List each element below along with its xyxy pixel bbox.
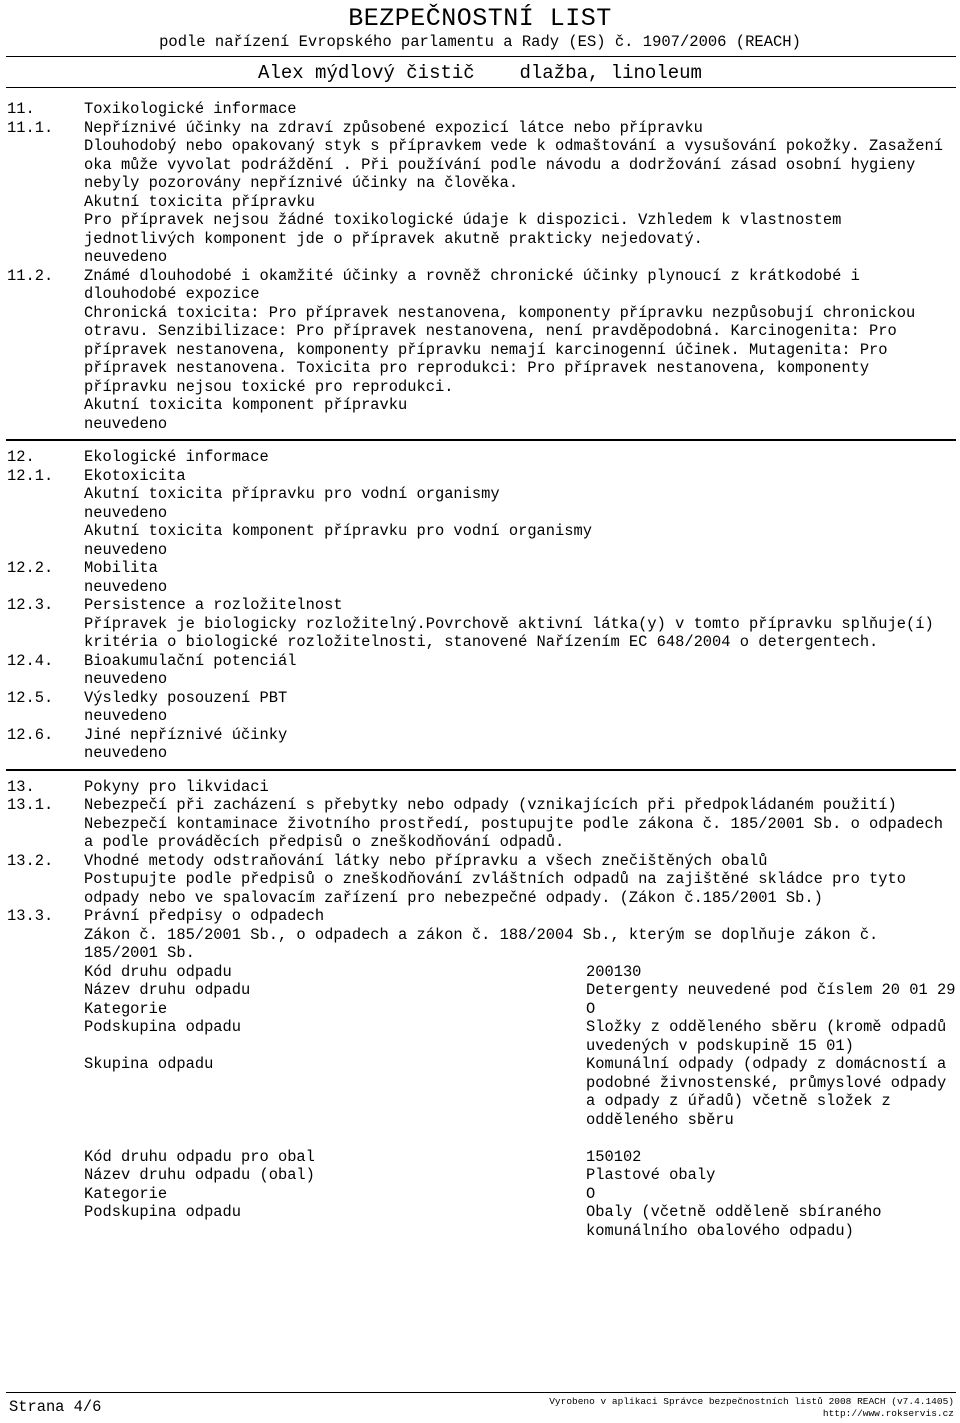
subsection-11-2-heading	[0, 267, 960, 304]
subsection-title: Vhodné metody odstraňování látky nebo přípravku a všech znečištěných obalů	[84, 851, 768, 870]
page-number: Strana 4/6	[9, 1398, 102, 1416]
header-bottom-divider	[6, 87, 956, 88]
subsection-title: Persistence a rozložitelnost	[84, 596, 343, 614]
field-value: Složky z odděleného sběru (kromě odpadů uvedených v podskupině 15 01)	[586, 1018, 956, 1055]
table-row	[0, 1055, 960, 1129]
table-row	[0, 1148, 960, 1167]
waste-code-table	[0, 963, 960, 1130]
value-text: neuvedeno	[84, 707, 168, 725]
regulation-subtitle: podle nařízení Evropského parlamentu a Rady (ES) č. 1907/2006 (REACH)	[159, 33, 801, 51]
subsection-12-4-heading	[0, 652, 960, 671]
subsection-number: 12.5.	[7, 688, 54, 707]
section-13-heading	[0, 778, 960, 797]
paragraph: Postupujte podle předpisů o zneškodňování zvláštních odpadů na zajištěné skládce pro tyto odpady nebo ve spalovacím zařízení pro nebezpečné odpady. (Zákon č.185/2001 Sb.)	[84, 870, 916, 907]
section-title: Toxikologické informace	[84, 100, 297, 118]
subsection-12-2-heading	[0, 559, 960, 578]
product-line	[0, 62, 960, 84]
value-text: neuvedeno	[84, 670, 168, 688]
subsection-number: 12.3.	[7, 596, 54, 614]
section-number: 12.	[7, 448, 35, 466]
subheading: Akutní toxicita komponent přípravku pro vodní organismy	[84, 522, 592, 540]
field-value: O	[586, 1184, 596, 1203]
subsection-12-3-heading	[0, 596, 960, 615]
field-value: 200130	[586, 962, 642, 981]
paragraph: Nebezpečí kontaminace životního prostředí, postupujte podle zákona č. 185/2001 Sb. o odpadech a podle prováděcích předpisů o zneškodňování odpadů.	[84, 814, 953, 851]
field-label: Kategorie	[84, 1184, 168, 1203]
section-11-heading	[0, 100, 960, 119]
value-text: neuvedeno	[84, 540, 168, 559]
subsection-number: 12.4.	[7, 651, 54, 670]
generator-link[interactable]: http://www.rokservis.cz	[822, 1408, 954, 1419]
subsection-number: 13.1.	[7, 796, 54, 814]
subsection-13-2-heading	[0, 852, 960, 871]
subsection-number: 11.1.	[7, 118, 54, 137]
section-12-heading	[0, 448, 960, 467]
paragraph: Chronická toxicita: Pro přípravek nestanovena, komponenty přípravku nezpůsobují chronickou otravu. Senzibilizace: Pro přípravek nestanovena, není pravděpodobná. Karcinogenita: Pro přípravek nestanovena, komponenty přípravku nemají karcinogenní účinek. Mutagenita: Pro přípravek nestanovena. Toxicita pro reprodukci: Pro přípravek nestanovena, komponenty přípravku nejsou toxické pro reprodukci.	[84, 303, 925, 396]
table-row	[0, 1185, 960, 1204]
subsection-13-1-heading	[0, 796, 960, 815]
field-label: Skupina odpadu	[84, 1055, 214, 1073]
packaging-code-table	[0, 1148, 960, 1241]
subsection-title: Právní předpisy o odpadech	[84, 907, 325, 925]
subsection-title: Ekotoxicita	[84, 466, 186, 485]
paragraph: Přípravek je biologicky rozložitelný.Povrchově aktivní látka(y) v tomto přípravku splňuje(í) kritéria o biologické rozložitelnosti, stanovené Nařízením EC 648/2004 o detergentech.	[84, 614, 943, 651]
field-value: Komunální odpady (odpady z domácností a podobné živnostenské, průmyslové odpady a odpady z úřadů) včetně složek z odděleného sběru	[586, 1055, 956, 1129]
generator-note: Vyrobeno v aplikaci Správce bezpečnostních listů 2008 REACH (v7.4.1405)	[549, 1396, 954, 1407]
subsection-title: Známé dlouhodobé i okamžité účinky a rovněž chronické účinky plynoucí z krátkodobé i dlouhodobé expozice	[84, 266, 870, 303]
product-name: Alex mýdlový čistič	[258, 62, 475, 84]
subsection-title: Nebezpečí při zacházení s přebytky nebo odpady (vznikajících při předpokládaném použití)	[84, 796, 897, 814]
document-title: BEZPEČNOSTNÍ LIST	[348, 4, 612, 33]
subsection-number: 11.2.	[7, 266, 54, 285]
paragraph: Dlouhodobý nebo opakovaný styk s přípravkem vede k odmaštování a vysušování pokožky. Zasažení oka může vyvolat podráždění . Při používání podle návodu a dodržování zásad osobní hygieny nebyly pozorovány nepříznivé účinky na člověka.	[84, 137, 953, 192]
field-label: Podskupina odpadu	[84, 1203, 242, 1221]
value-text: neuvedeno	[84, 744, 168, 762]
table-row	[0, 1018, 960, 1055]
field-label: Kód druhu odpadu	[84, 962, 232, 981]
subsection-title: Mobilita	[84, 559, 158, 577]
section-title: Pokyny pro likvidaci	[84, 777, 269, 796]
table-row	[0, 1203, 960, 1240]
table-row	[0, 1166, 960, 1185]
subsection-title: Nepříznivé účinky na zdraví způsobené expozicí látce nebo přípravku	[84, 118, 703, 137]
field-label: Název druhu odpadu	[84, 981, 251, 999]
subsection-12-6-heading	[0, 726, 960, 745]
subsection-number: 12.1.	[7, 466, 54, 485]
table-row	[0, 963, 960, 982]
paragraph: Pro přípravek nejsou žádné toxikologické údaje k dispozici. Vzhledem k vlastnostem jednotlivých komponent jde o přípravek akutně prakticky nejedovatý.	[84, 211, 851, 248]
header-divider	[6, 56, 956, 57]
subsection-title: Bioakumulační potenciál	[84, 651, 297, 670]
subsection-12-5-heading	[0, 689, 960, 708]
table-row	[0, 981, 960, 1000]
section-number: 13.	[7, 777, 35, 796]
value-text: neuvedeno	[84, 248, 168, 266]
subsection-title: Jiné nepříznivé účinky	[84, 725, 288, 744]
value-text: neuvedeno	[84, 503, 168, 522]
section-number: 11.	[7, 100, 35, 118]
subheading: Akutní toxicita komponent přípravku	[84, 396, 408, 414]
subsection-13-3-heading	[0, 907, 960, 926]
subsection-number: 13.3.	[7, 907, 54, 925]
field-value: 150102	[586, 1147, 642, 1166]
field-label: Kód druhu odpadu pro obal	[84, 1147, 315, 1166]
subheading: Akutní toxicita přípravku	[84, 192, 315, 211]
table-row	[0, 1000, 960, 1019]
subsection-number: 13.2.	[7, 851, 54, 870]
field-value: Plastové obaly	[586, 1166, 716, 1184]
subsection-number: 12.2.	[7, 559, 54, 577]
product-use: dlažba, linoleum	[519, 62, 702, 84]
subsection-12-1-heading	[0, 467, 960, 486]
field-value: Detergenty neuvedené pod číslem 20 01 29	[586, 981, 956, 999]
footer-divider	[6, 1392, 956, 1393]
field-value: O	[586, 999, 596, 1018]
footer-credit	[549, 1396, 954, 1420]
subsection-number: 12.6.	[7, 725, 54, 744]
section-divider	[6, 439, 956, 441]
value-text: neuvedeno	[84, 414, 168, 433]
subheading: Akutní toxicita přípravku pro vodní organismy	[84, 485, 500, 503]
field-label: Podskupina odpadu	[84, 1018, 242, 1036]
field-label: Kategorie	[84, 999, 168, 1018]
value-text: neuvedeno	[84, 577, 168, 596]
section-divider	[6, 769, 956, 771]
subsection-title: Výsledky posouzení PBT	[84, 688, 288, 707]
document-body	[0, 100, 960, 1240]
field-value: Obaly (včetně odděleně sbíraného komunálního obalového odpadu)	[586, 1203, 891, 1240]
paragraph: Zákon č. 185/2001 Sb., o odpadech a zákon č. 188/2004 Sb., kterým se doplňuje zákon č. 185/2001 Sb.	[84, 925, 888, 962]
subsection-11-1-heading	[0, 119, 960, 138]
field-label: Název druhu odpadu (obal)	[84, 1166, 315, 1184]
section-title: Ekologické informace	[84, 448, 269, 466]
